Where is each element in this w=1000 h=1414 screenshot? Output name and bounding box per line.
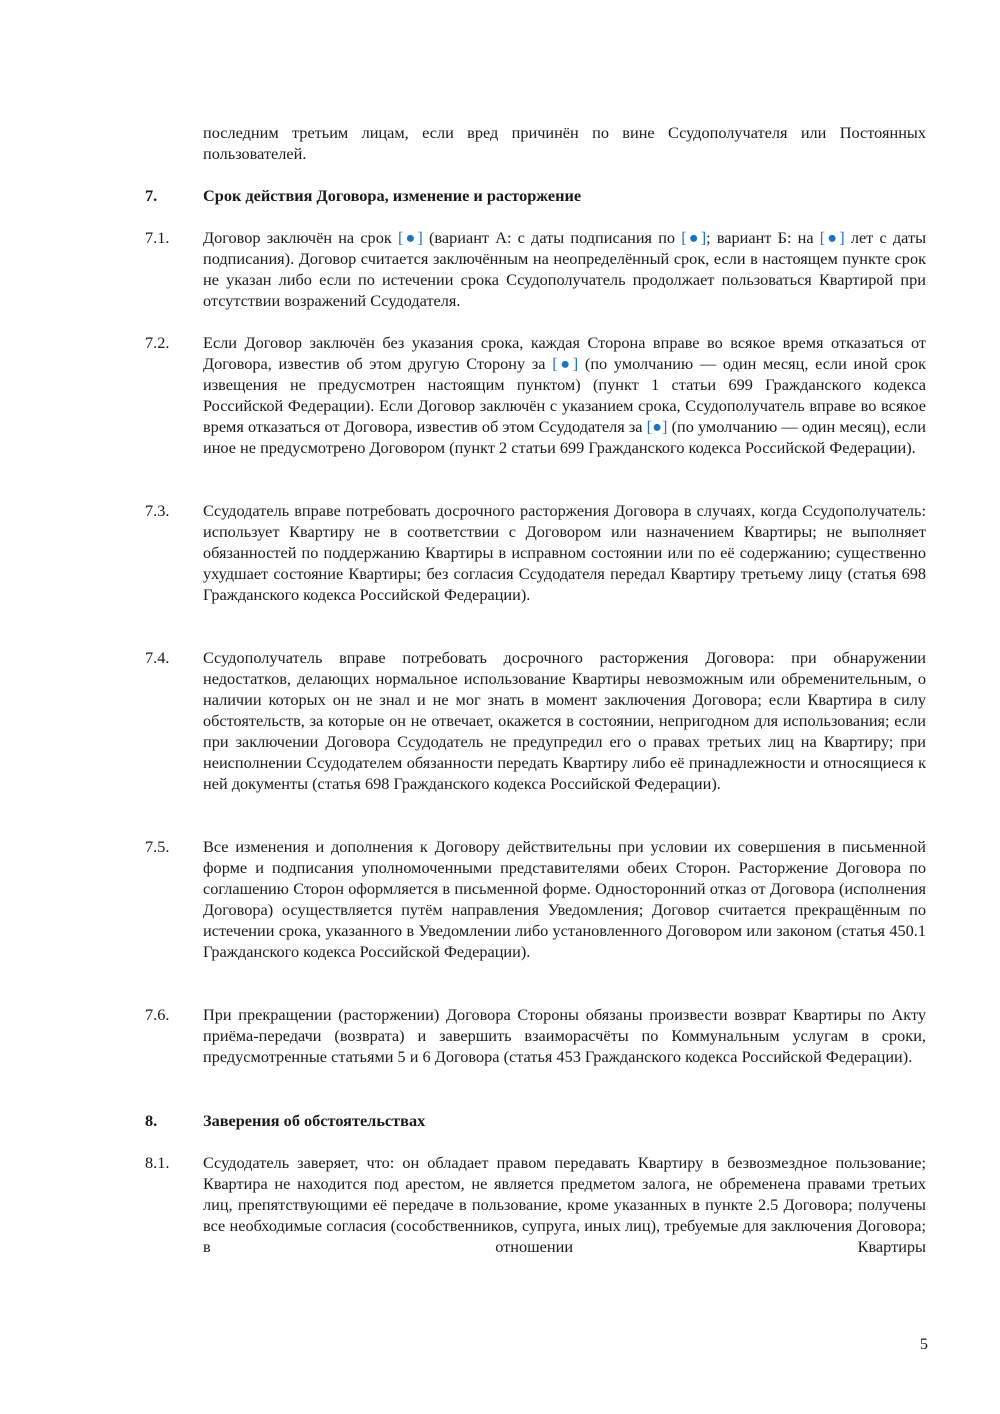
section-8-heading [145, 1110, 926, 1131]
clause-7-1 [145, 227, 926, 311]
clause-number: 7.6. [145, 1005, 170, 1024]
placeholder-marker: [●] [552, 354, 579, 373]
clause-text: Все изменения и дополнения к Договору действительны при условии их совершения в письменной форме и подписания уполномоченными представителями обеих Сторон. Расторжение Договора по соглашению Сторон оформляется в письменной форме. Односторонний отказ от Договора (исполнения Договора) осуществляется путём направления Уведомления; Договор считается прекращённым по истечении срока, указанного в Уведомлении либо установленного Договором или законом (статья 450.1 Гражданского кодекса Российской Федерации). [203, 837, 926, 961]
clause-text [203, 227, 926, 311]
clause-7-5 [145, 836, 926, 962]
clause-number: 7.2. [145, 333, 170, 352]
clause-7-4 [145, 647, 926, 794]
text-fragment: ; вариант Б: на [706, 228, 820, 247]
clause-number: 7.5. [145, 837, 170, 856]
placeholder-marker: [●] [646, 417, 668, 436]
text-fragment: (по умолчанию — один месяц, если иной срок извещения не предусмотрен настоящим пунктом) (пункт 1 статьи 699 Гражданского кодекса Российской Федерации). Если Договор заключён с указанием срока, Ссудополучатель вправе во всякое время отказаться от Договора, известив об этом Ссудодателя за [203, 354, 926, 436]
clause-text: Ссудодатель вправе потребовать досрочного расторжения Договора в случаях, когда Ссудополучатель: использует Квартиру не в соответствии с Договором или назначением Квартиры; не выполняет обязанностей по поддержанию Квартиры в исправном состоянии или по её содержанию; существенно ухудшает состояние Квартиры; без согласия Ссудодателя передал Квартиру третьему лицу (статья 698 Гражданского кодекса Российской Федерации). [203, 501, 926, 604]
section-7-heading [145, 185, 926, 206]
clause-text [203, 332, 926, 458]
section-number: 8. [145, 1111, 158, 1130]
text-fragment: (по умолчанию — один месяц), если иное не предусмотрено Договором (пункт 2 статьи 699 Гражданского кодекса Российской Федерации). [203, 417, 926, 457]
placeholder-marker: [●] [819, 228, 845, 247]
clause-number: 7.3. [145, 501, 170, 520]
text-fragment: Если Договор заключён без указания срока, каждая Сторона вправе во всякое время отказаться от Договора, известив об этом другую Сторону за [203, 333, 926, 373]
page-number: 5 [919, 1334, 928, 1353]
section-number: 7. [145, 186, 158, 205]
clause-7-3 [145, 500, 926, 605]
clause-number: 8.1. [145, 1153, 170, 1172]
clause-8-1 [145, 1152, 926, 1257]
clause-text: При прекращении (расторжении) Договора Стороны обязаны произвести возврат Квартиры по Акту приёма-передачи (возврата) и завершить взаиморасчёты по Коммунальным услугам в сроки, предусмотренные статьями 5 и 6 Договора (статья 453 Гражданского кодекса Российской Федерации). [203, 1005, 926, 1066]
text-fragment: лет с даты подписания). Договор считается заключённым на неопределённый срок, если в настоящем пункте срок не указан либо если по истечении срока Ссудополучатель продолжает пользоваться Квартирой при отсутствии возражений Ссудодателя. [203, 228, 927, 310]
section-title: Срок действия Договора, изменение и расторжение [203, 186, 582, 205]
text-fragment: Договор заключён на срок [203, 228, 398, 247]
text-fragment: (вариант А: с даты подписания по [422, 228, 682, 247]
clause-number: 7.1. [145, 228, 170, 247]
clause-7-6 [145, 1004, 926, 1067]
clause-text: Ссудополучатель вправе потребовать досрочного расторжения Договора: при обнаружении недостатков, делающих нормальное использование Квартиры невозможным или обременительным, о наличии которых он не знал и не мог знать в момент заключения Договора; если Квартира в силу обстоятельств, за которые он не отвечает, окажется в состоянии, непригодном для использования; если при заключении Договора Ссудодатель не предупредил его о правах третьих лиц на Квартиру; при неисполнении Ссудодателем обязанности передать Квартиру либо её принадлежности и относящиеся к ней документы (статья 698 Гражданского кодекса Российской Федерации). [203, 648, 926, 793]
clause-text: Ссудодатель заверяет, что: он обладает правом передавать Квартиру в безвозмездное пользование; Квартира не находится под арестом, не является предметом залога, не обременена правами третьих лиц, препятствующими её передаче в пользование, кроме указанных в пункте 2.5 Договора; получены все необходимые согласия (сособственников, супруга, иных лиц), требуемые для заключения Договора; в отношении Квартиры [203, 1153, 926, 1256]
continuation-paragraph: последним третьим лицам, если вред причинён по вине Ссудополучателя или Постоянных пользователей. [203, 123, 926, 163]
section-title: Заверения об обстоятельствах [203, 1111, 426, 1130]
clause-7-2 [145, 332, 926, 458]
placeholder-marker: [●] [397, 228, 423, 247]
clause-number: 7.4. [145, 648, 170, 667]
placeholder-marker: [●] [681, 228, 707, 247]
